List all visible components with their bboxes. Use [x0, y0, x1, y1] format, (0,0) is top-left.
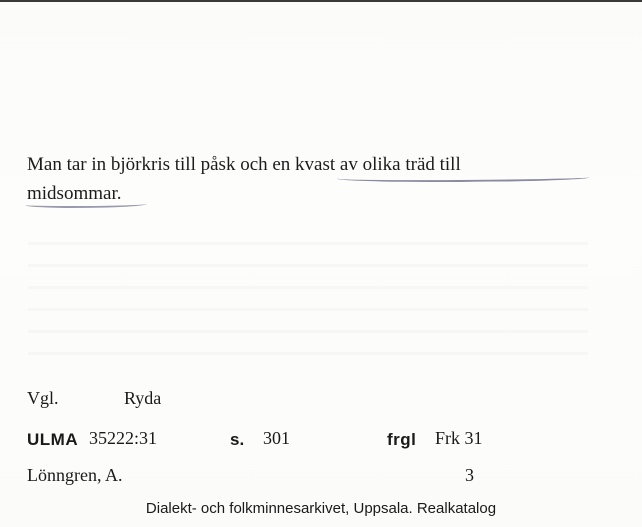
parish: Ryda	[124, 388, 162, 408]
bleed-through-lines	[28, 242, 588, 372]
page-label: s.	[230, 430, 245, 449]
card-text-line-1: Man tar in björkris till påsk och en kvast av olika träd till	[27, 154, 461, 175]
collector-name: Lönngren, A.	[27, 465, 123, 485]
ulma-label: ULMA	[27, 430, 79, 449]
archive-footer: Dialekt- och folkminnesarkivet, Uppsala. Realkatalog	[145, 500, 497, 517]
questionnaire-value: Frk 31	[435, 428, 483, 448]
province: Vgl.	[27, 388, 59, 408]
card-text-line-2: midsommar.	[27, 183, 122, 204]
ulma-value: 35222:31	[89, 428, 158, 448]
page-value: 301	[263, 428, 290, 448]
card-number: 3	[465, 465, 474, 485]
questionnaire-label: frgl	[387, 430, 417, 449]
